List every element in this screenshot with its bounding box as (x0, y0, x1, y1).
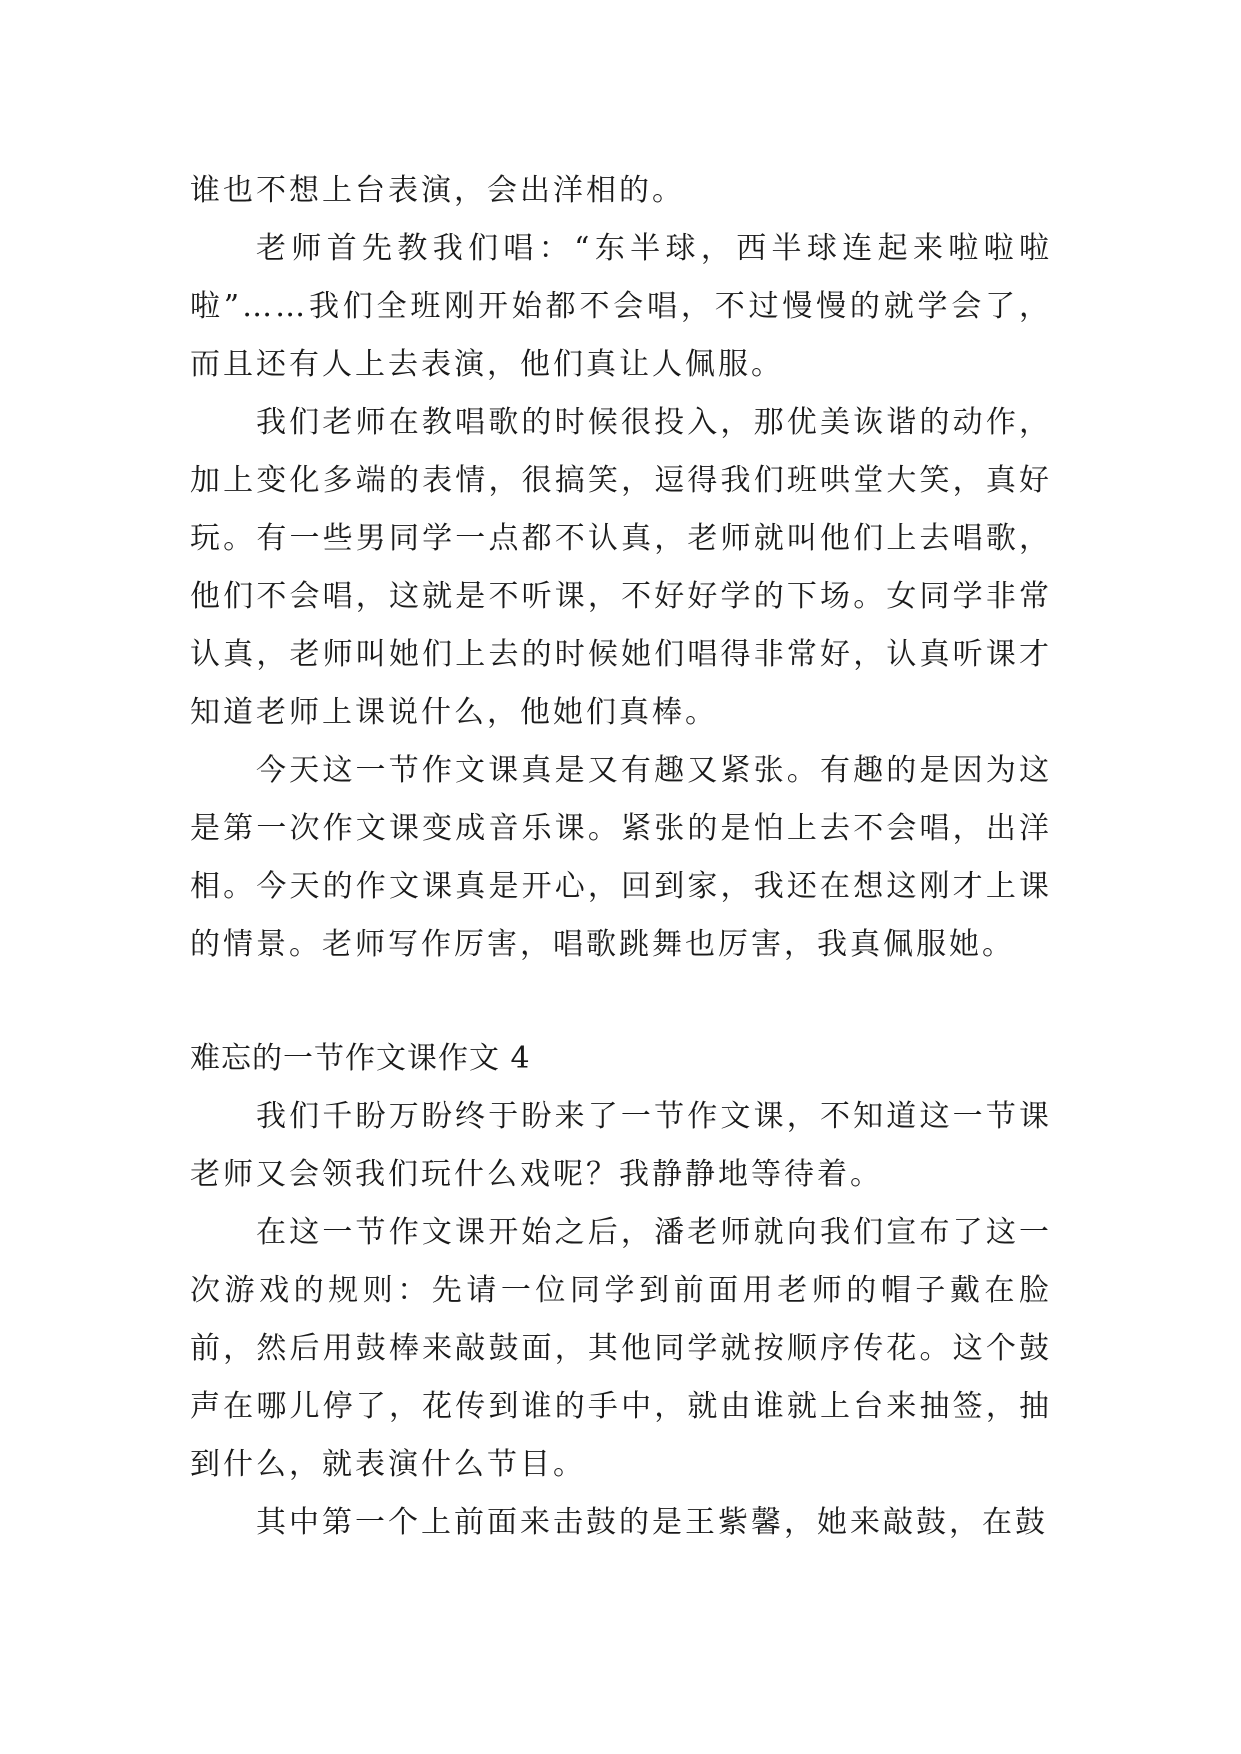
document-body (190, 162, 1052, 1552)
paragraph-teacher-song: 老师首先教我们唱：“东半球，西半球连起来啦啦啦啦”……我们全班刚开始都不会唱，不过慢慢的就学会了，而且还有人上去表演，他们真让人佩服。 (190, 231, 1052, 382)
paragraph-continuation: 谁也不想上台表演，会出洋相的。 (190, 173, 685, 208)
paragraph-conclusion: 今天这一节作文课真是又有趣又紧张。有趣的是因为这是第一次作文课变成音乐课。紧张的是怕上去不会唱，出洋相。今天的作文课真是开心，回到家，我还在想这刚才上课的情景。老师写作厉害，唱歌跳舞也厉害，我真佩服她。 (190, 753, 1052, 962)
paragraph-teacher-performance: 我们老师在教唱歌的时候很投入，那优美诙谐的动作，加上变化多端的表情，很搞笑，逗得我们班哄堂大笑，真好玩。有一些男同学一点都不认真，老师就叫他们上去唱歌，他们不会唱，这就是不听课，不好好学的下场。女同学非常认真，老师叫她们上去的时候她们唱得非常好，认真听课才知道老师上课说什么，他她们真棒。 (190, 405, 1052, 730)
paragraph-first-drummer: 其中第一个上前面来击鼓的是王紫馨，她来敲鼓，在鼓 (256, 1505, 1048, 1540)
paragraph-game-rules: 在这一节作文课开始之后，潘老师就向我们宣布了这一次游戏的规则：先请一位同学到前面用老师的帽子戴在脸前，然后用鼓棒来敲鼓面，其他同学就按顺序传花。这个鼓声在哪儿停了，花传到谁的手中，就由谁就上台来抽签，抽到什么，就表演什么节目。 (190, 1215, 1052, 1482)
paragraph-intro: 我们千盼万盼终于盼来了一节作文课，不知道这一节课老师又会领我们玩什么戏呢？我静静地等待着。 (190, 1099, 1052, 1192)
section-title: 难忘的一节作文课作文 4 (190, 1041, 531, 1076)
